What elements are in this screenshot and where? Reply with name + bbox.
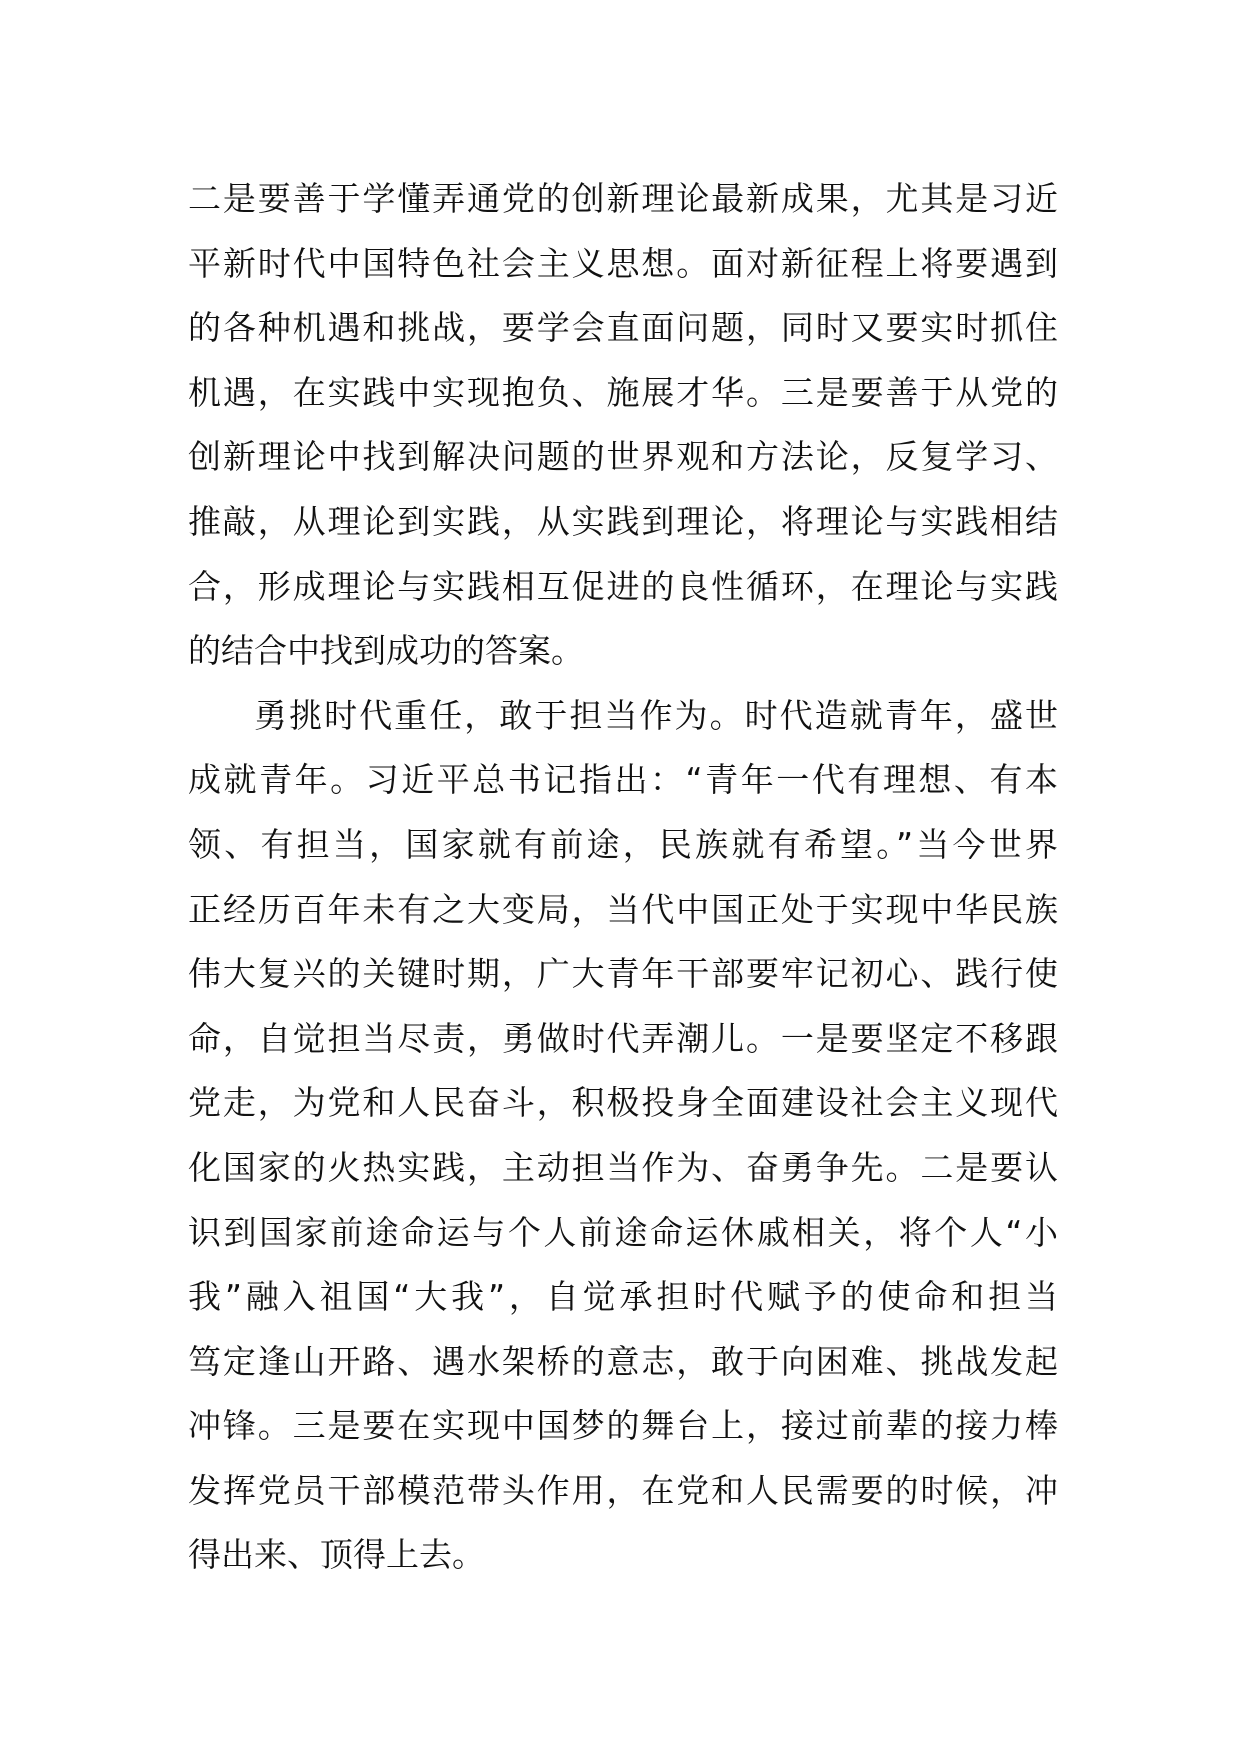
paragraph-line: 勇挑时代重任，敢于担当作为。时代造就青年，盛世 (254, 695, 1058, 735)
paragraph-line: 的结合中找到成功的答案。 (188, 631, 584, 671)
paragraph-line: 成就青年。习近平总书记指出：“青年一代有理想、有本 (188, 760, 1058, 800)
paragraph-line: 领、有担当，国家就有前途，民族就有希望。”当今世界 (188, 824, 1058, 864)
paragraph-line: 我”融入祖国“大我”，自觉承担时代赋予的使命和担当 (188, 1277, 1058, 1317)
paragraph-line: 发挥党员干部模范带头作用，在党和人民需要的时候，冲 (188, 1470, 1058, 1510)
paragraph-line: 伟大复兴的关键时期，广大青年干部要牢记初心、践行使 (188, 954, 1058, 994)
paragraph-line: 笃定逢山开路、遇水架桥的意志，敢于向困难、挑战发起 (188, 1341, 1058, 1381)
paragraph-line: 得出来、顶得上去。 (188, 1535, 485, 1575)
paragraph-line: 党走，为党和人民奋斗，积极投身全面建设社会主义现代 (188, 1083, 1058, 1123)
paragraph-line: 命，自觉担当尽责，勇做时代弄潮儿。一是要坚定不移跟 (188, 1018, 1058, 1058)
paragraph-line: 识到国家前途命运与个人前途命运休戚相关，将个人“小 (188, 1212, 1058, 1252)
paragraph-1 (188, 167, 1058, 684)
paragraph-line: 的各种机遇和挑战，要学会直面问题，同时又要实时抓住 (188, 308, 1058, 348)
paragraph-line: 二是要善于学懂弄通党的创新理论最新成果，尤其是习近 (188, 179, 1058, 218)
paragraph-line: 机遇，在实践中实现抱负、施展才华。三是要善于从党的 (188, 372, 1058, 412)
document-body (188, 167, 1058, 1588)
paragraph-2 (188, 684, 1058, 1588)
paragraph-line: 化国家的火热实践，主动担当作为、奋勇争先。二是要认 (188, 1147, 1058, 1187)
paragraph-line: 正经历百年未有之大变局，当代中国正处于实现中华民族 (188, 889, 1058, 929)
paragraph-line: 创新理论中找到解决问题的世界观和方法论，反复学习、 (188, 437, 1058, 477)
paragraph-line: 合，形成理论与实践相互促进的良性循环，在理论与实践 (188, 566, 1058, 606)
paragraph-line: 冲锋。三是要在实现中国梦的舞台上，接过前辈的接力棒 (188, 1406, 1058, 1446)
paragraph-line: 平新时代中国特色社会主义思想。面对新征程上将要遇到 (188, 243, 1058, 283)
paragraph-line: 推敲，从理论到实践，从实践到理论，将理论与实践相结 (188, 501, 1058, 541)
